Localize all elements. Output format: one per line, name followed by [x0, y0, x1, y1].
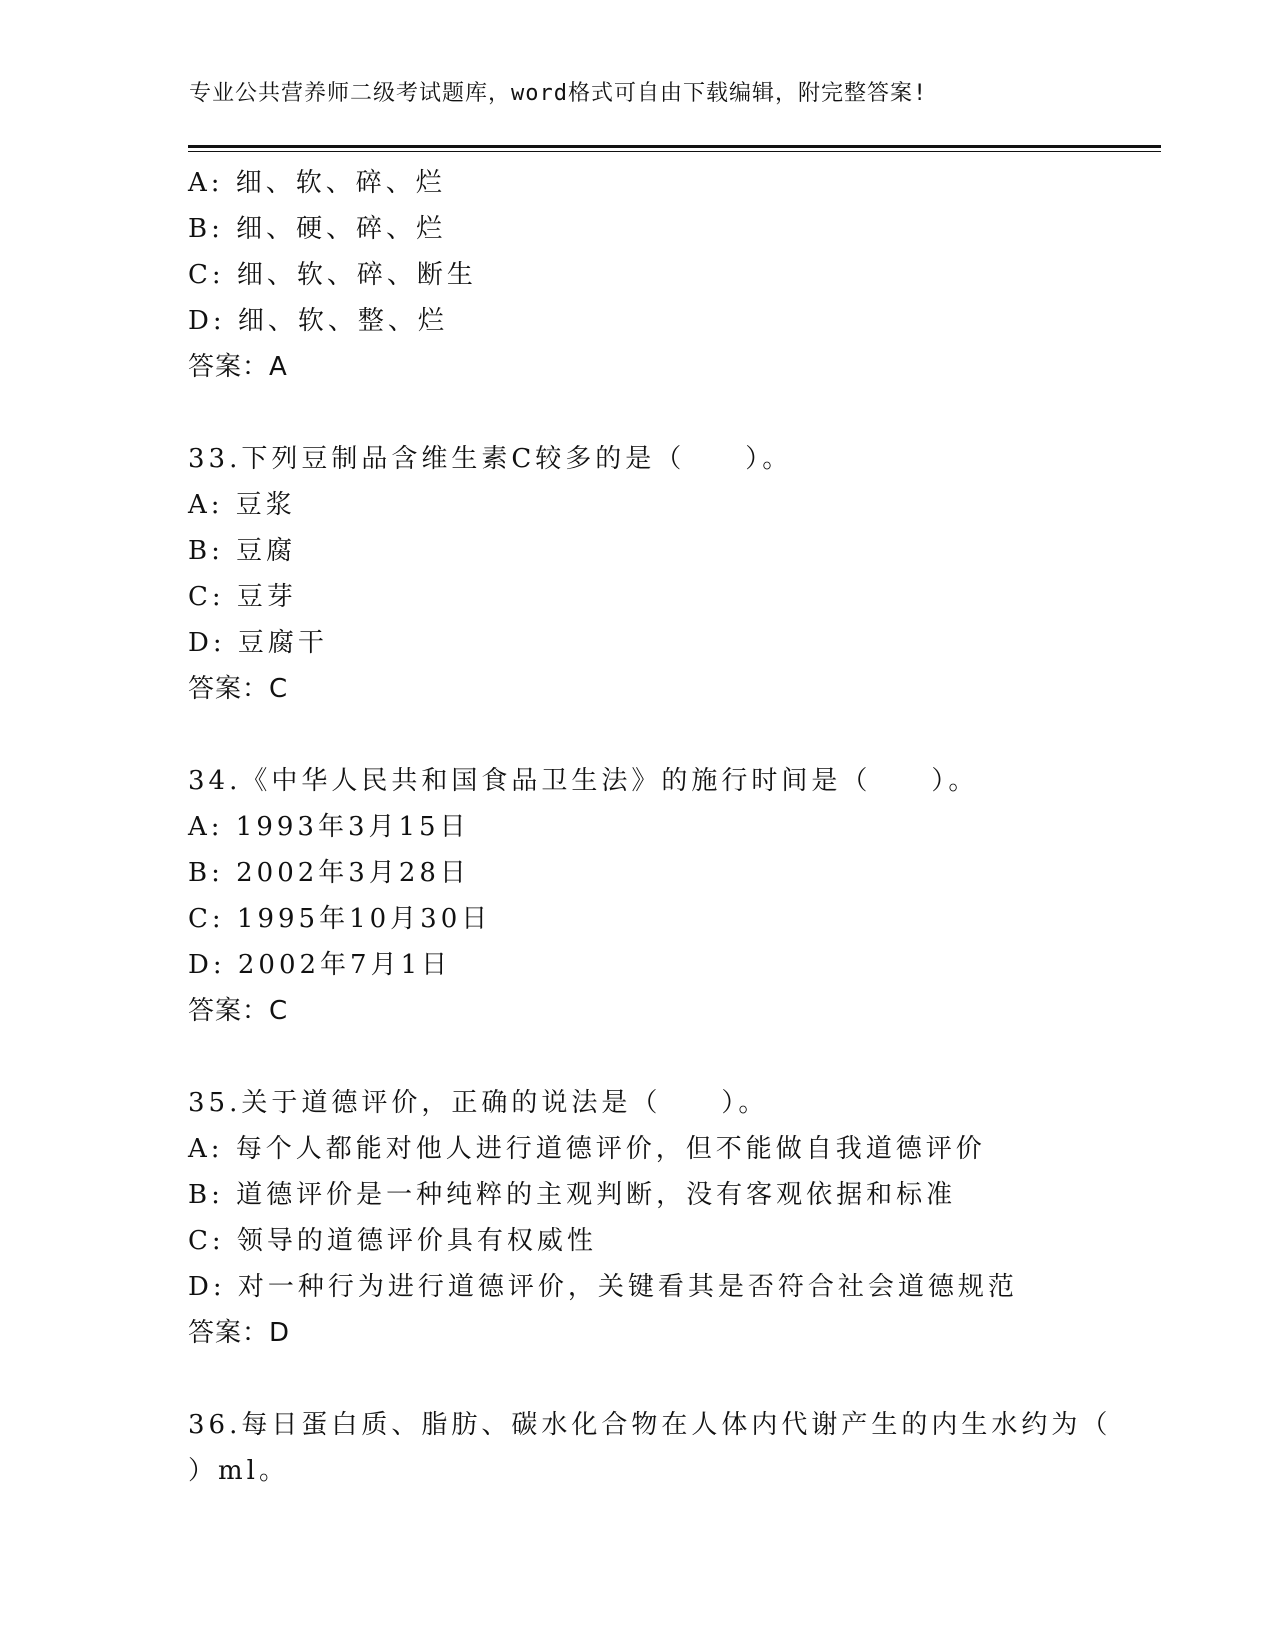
question-text-line-1: 36.每日蛋白质、脂肪、碳水化合物在人体内代谢产生的内生水约为（	[188, 1410, 1112, 1440]
option-c: C: 豆芽	[188, 582, 297, 612]
option-d: D: 2002年7月1日	[188, 950, 452, 980]
question-text: 34.《中华人民共和国食品卫生法》的施行时间是（ ）。	[188, 766, 979, 796]
option-b: B: 道德评价是一种纯粹的主观判断，没有客观依据和标准	[188, 1180, 957, 1210]
question-text: 33.下列豆制品含维生素C较多的是（ ）。	[188, 444, 793, 474]
option-c: C: 领导的道德评价具有权威性	[188, 1226, 597, 1256]
question-36	[188, 1402, 1112, 1494]
question-text: 35.关于道德评价，正确的说法是（ ）。	[188, 1088, 769, 1118]
answer: 答案：C	[188, 996, 289, 1026]
question-list	[188, 160, 1112, 1494]
answer: 答案：A	[188, 352, 288, 382]
option-a: A: 每个人都能对他人进行道德评价，但不能做自我道德评价	[188, 1134, 986, 1164]
answer: 答案：C	[188, 674, 289, 704]
option-d: D: 细、软、整、烂	[188, 306, 448, 336]
option-d: D: 对一种行为进行道德评价，关键看其是否符合社会道德规范	[188, 1272, 1018, 1302]
header-rule-thick	[188, 145, 1161, 148]
option-c: C: 1995年10月30日	[188, 904, 492, 934]
question-34	[188, 758, 1088, 1034]
question-33	[188, 436, 1088, 712]
option-d: D: 豆腐干	[188, 628, 328, 658]
question-text-line-2: ）ml。	[188, 1456, 289, 1486]
option-b: B: 细、硬、碎、烂	[188, 214, 447, 244]
page-header: 专业公共营养师二级考试题库，word格式可自由下载编辑，附完整答案!	[189, 81, 928, 106]
option-b: B: 2002年3月28日	[188, 858, 470, 888]
option-b: B: 豆腐	[188, 536, 297, 566]
question-35	[188, 1080, 1088, 1356]
question-32	[188, 160, 1088, 390]
option-c: C: 细、软、碎、断生	[188, 260, 477, 290]
option-a: A: 1993年3月15日	[188, 812, 470, 842]
option-a: A: 细、软、碎、烂	[188, 168, 446, 198]
header-rule-thin	[188, 151, 1161, 152]
option-a: A: 豆浆	[188, 490, 296, 520]
answer: 答案：D	[188, 1318, 291, 1348]
